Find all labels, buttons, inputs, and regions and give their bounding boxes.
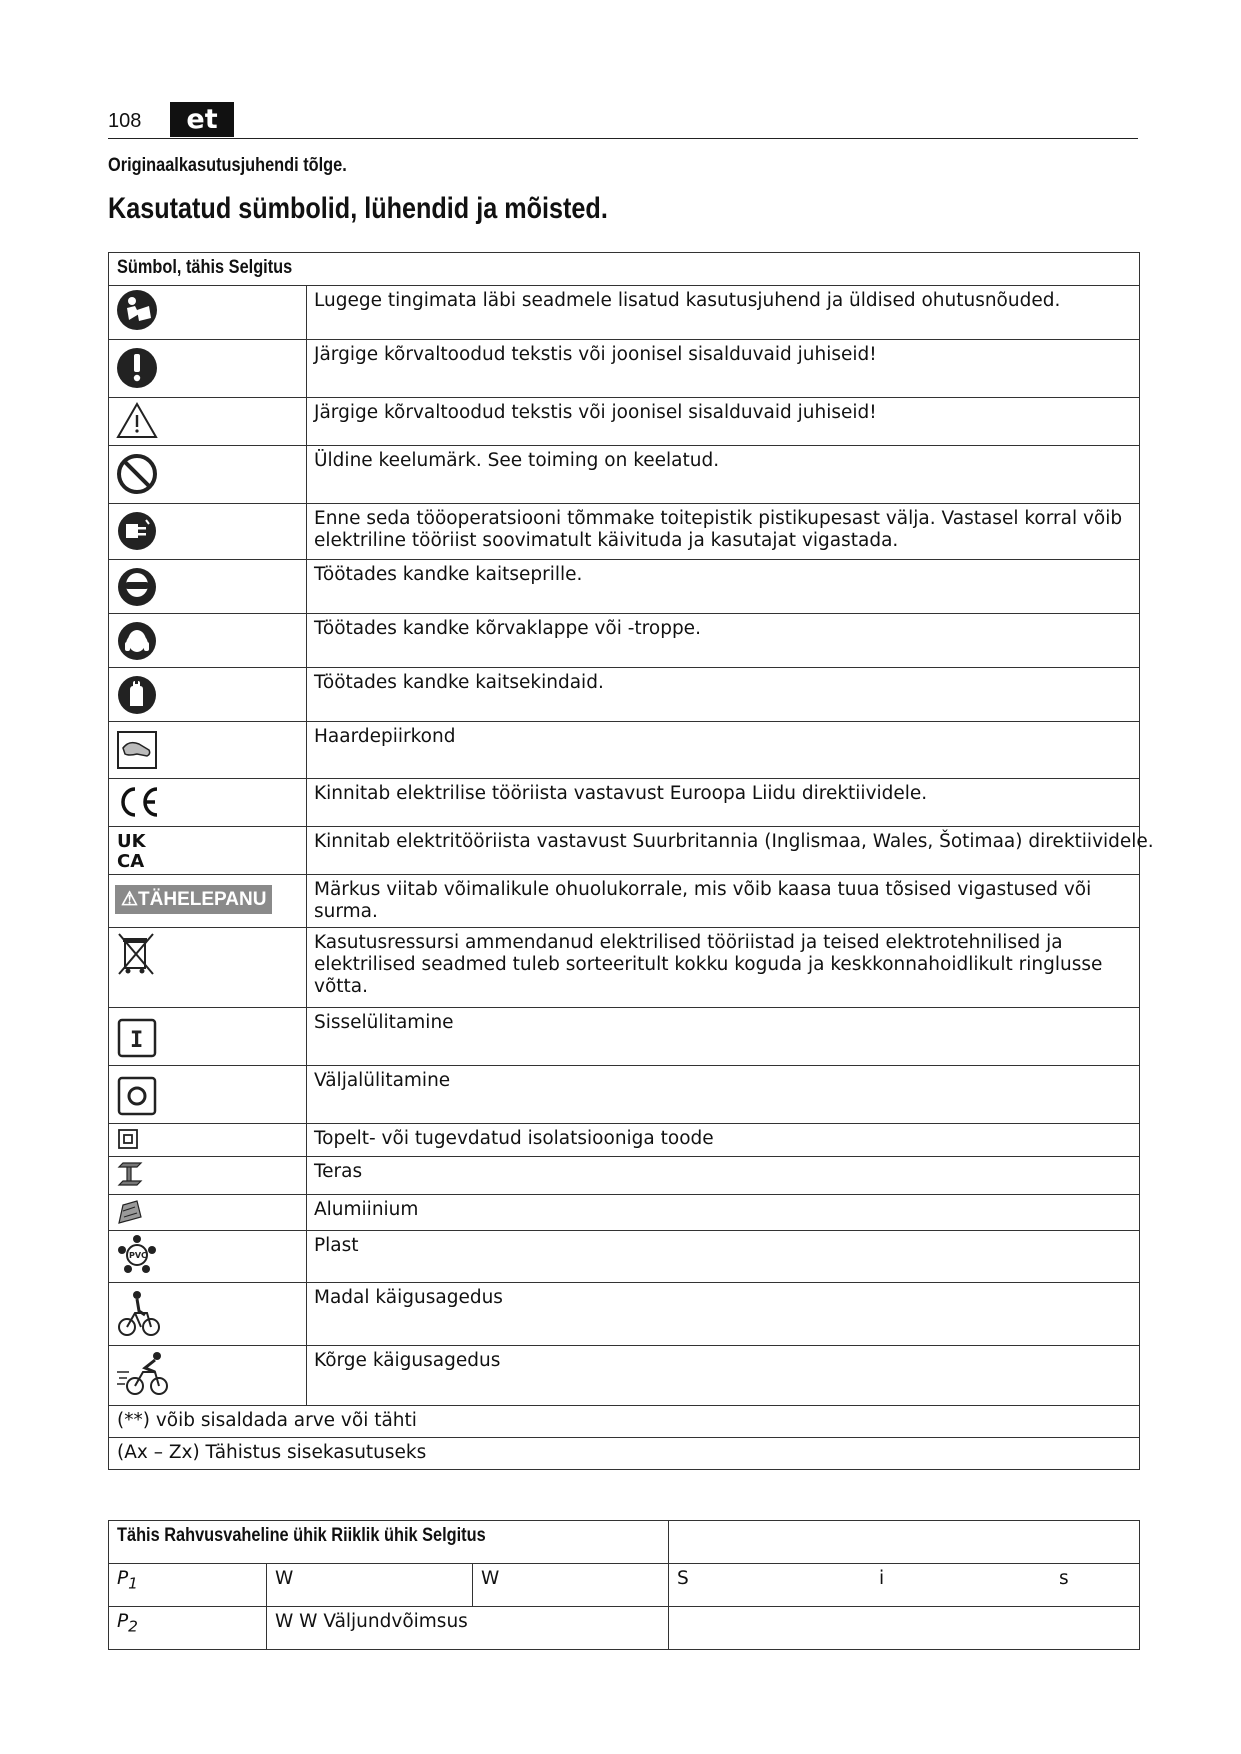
- table-row: [109, 779, 1140, 827]
- table-row: [109, 614, 1140, 668]
- table-row: [109, 1346, 1140, 1406]
- svg-text:UK: UK: [117, 831, 146, 852]
- power-off-icon: [115, 1068, 300, 1118]
- high-speed-icon: [115, 1348, 300, 1398]
- explanation: S i s: [669, 1564, 1140, 1607]
- aluminium-icon: [115, 1197, 300, 1227]
- table-row: [109, 1195, 1140, 1231]
- subtitle: Originaalkasutusjuhendi tõlge.: [108, 155, 347, 176]
- symbol-p2: $P_2$: [109, 1607, 267, 1650]
- page-title: Kasutatud sümbolid, lühendid ja mõisted.: [108, 192, 608, 225]
- table-row: [109, 446, 1140, 504]
- low-speed-icon: [115, 1285, 300, 1339]
- description: Väljalülitamine: [307, 1066, 1140, 1124]
- table-row: [109, 875, 1140, 928]
- ukca-mark-icon: [115, 829, 300, 871]
- page-number: 108: [108, 110, 142, 132]
- read-manual-icon: [115, 288, 300, 332]
- warning-triangle-icon: [115, 400, 300, 440]
- gloves-icon: [115, 670, 300, 716]
- description: Alumiinium: [307, 1195, 1140, 1231]
- language-badge: et: [170, 102, 234, 137]
- steel-icon: [115, 1159, 300, 1189]
- table-row: [109, 560, 1140, 614]
- description: Plast: [307, 1231, 1140, 1283]
- symbol-p1: $P_1$: [109, 1564, 267, 1607]
- footnote: (**) võib sisaldada arve või tähti: [109, 1406, 1140, 1438]
- description: Kinnitab elektrilise tööriista vastavust Euroopa Liidu direktiividele.: [307, 779, 1140, 827]
- units-table-header: Tähis Rahvusvaheline ühik Riiklik ühik Selgitus: [109, 1521, 669, 1564]
- description: Teras: [307, 1157, 1140, 1195]
- unit-national: W: [473, 1564, 669, 1607]
- description: Kasutusressursi ammendanud elektrilised tööriistad ja teised elektrotehnilised ja elektrilised seadmed tuleb sorteeritult kokku koguda ja keskkonnahoidlikult ringlusse võtta.: [307, 928, 1140, 1008]
- ce-mark-icon: [115, 781, 300, 821]
- table-row: [109, 668, 1140, 722]
- symbols-table: [108, 252, 1154, 1470]
- table-row: [109, 340, 1140, 398]
- description: Märkus viitab võimalikule ohuolukorrale, mis võib kaasa tuua tõsised vigastused või surma.: [307, 875, 1140, 928]
- table-row: [109, 398, 1140, 446]
- svg-text:I: I: [130, 1028, 144, 1053]
- description: Enne seda tööoperatsiooni tõmmake toitepistik pistikupesast välja. Vastasel korral võib elektriline tööriist soovimatult käivituda ja kasutajat vigastada.: [307, 504, 1140, 560]
- prohibition-icon: [115, 448, 300, 496]
- description: Järgige kõrvaltoodud tekstis või joonisel sisalduvaid juhiseid!: [307, 398, 1140, 446]
- description: Sisselülitamine: [307, 1008, 1140, 1066]
- description: Kinnitab elektritööriista vastavust Suurbritannia (Inglismaa, Wales, Šotimaa) direktiividele.: [307, 827, 1140, 875]
- description: Haardepiirkond: [307, 722, 1140, 779]
- power-on-icon: [115, 1010, 300, 1060]
- symbols-table-header: Sümbol, tähis Selgitus: [109, 253, 1140, 286]
- double-insulation-icon: [115, 1126, 300, 1152]
- description: Kõrge käigusagedus: [307, 1346, 1140, 1406]
- footnote: (Ax – Zx) Tähistus sisekasutuseks: [109, 1438, 1140, 1470]
- table-row: [109, 1231, 1140, 1283]
- table-row: [109, 286, 1140, 340]
- svg-text:CA: CA: [117, 851, 145, 871]
- table-row: [109, 928, 1140, 1008]
- description: Töötades kandke kaitseprille.: [307, 560, 1140, 614]
- table-row: [109, 827, 1140, 875]
- table-row: [109, 1066, 1140, 1124]
- description: Topelt- või tugevdatud isolatsiooniga toode: [307, 1124, 1140, 1157]
- table-row: [109, 1008, 1140, 1066]
- table-row: [109, 722, 1140, 779]
- description: Madal käigusagedus: [307, 1283, 1140, 1346]
- unit-international: W: [267, 1564, 473, 1607]
- tahelepanu-badge: ⚠TÄHELEPANU: [115, 885, 272, 914]
- description: Üldine keelumärk. See toiming on keelatud.: [307, 446, 1140, 504]
- table-row: [109, 1607, 1140, 1650]
- exclamation-mandatory-icon: [115, 342, 300, 390]
- plastic-pvc-icon: [115, 1233, 300, 1277]
- table-row: [109, 1157, 1140, 1195]
- safety-glasses-icon: [115, 562, 300, 608]
- ear-protection-icon: [115, 616, 300, 662]
- weee-bin-icon: [115, 930, 300, 978]
- description: Töötades kandke kaitsekindaid.: [307, 668, 1140, 722]
- unplug-icon: [115, 506, 300, 552]
- unit-and-explanation: W W Väljundvõimsus: [267, 1607, 669, 1650]
- table-row: [109, 504, 1140, 560]
- page-header: [108, 100, 1138, 139]
- description: Järgige kõrvaltoodud tekstis või joonisel sisalduvaid juhiseid!: [307, 340, 1140, 398]
- svg-text:PVC: PVC: [129, 1251, 147, 1260]
- table-row: [109, 1283, 1140, 1346]
- table-row: [109, 1124, 1140, 1157]
- table-row: [109, 1564, 1140, 1607]
- grip-area-icon: [115, 724, 300, 772]
- description: Töötades kandke kõrvaklappe või -troppe.: [307, 614, 1140, 668]
- description: Lugege tingimata läbi seadmele lisatud kasutusjuhend ja üldised ohutusnõuded.: [307, 286, 1140, 340]
- units-table: [108, 1520, 1140, 1650]
